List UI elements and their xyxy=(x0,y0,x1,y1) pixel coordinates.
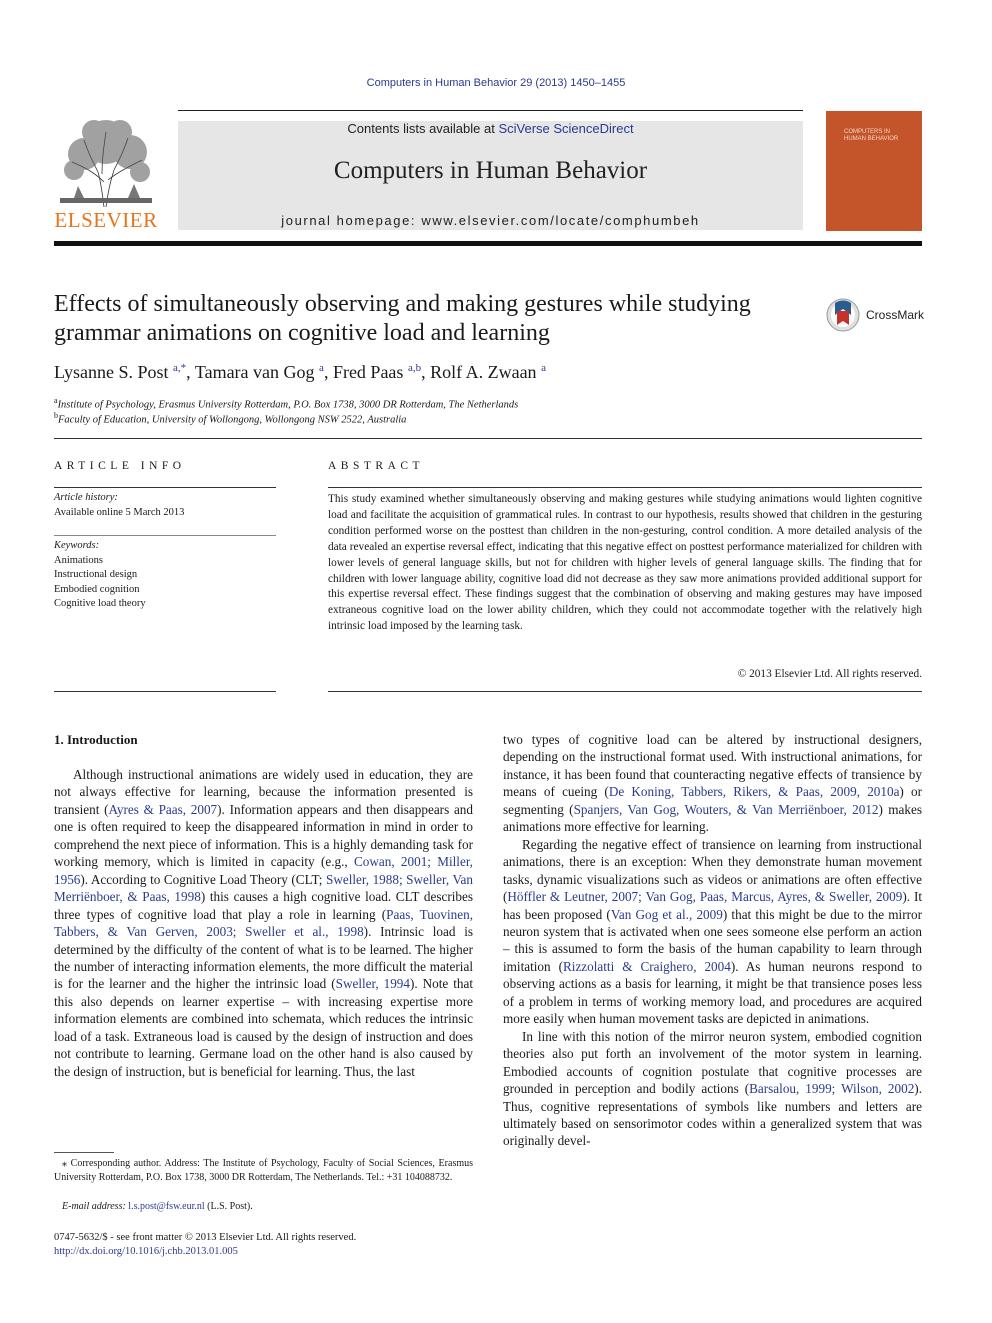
author-affil-mark[interactable]: a,b xyxy=(407,362,422,374)
citation-link[interactable]: Cowan, 2001; Miller, 1956 xyxy=(54,854,473,887)
elsevier-wordmark: ELSEVIER xyxy=(54,208,158,232)
paragraph-text: ). Information appears and then disappears and one is often required to keep the disappeared information in mind in order to comprehend the next piece of information. This is a highly demanding task for working memory, which is limited in capacity (e.g., xyxy=(54,801,473,870)
keyword-item: Embodied cognition xyxy=(54,583,140,595)
article-info-bottom-rule xyxy=(54,691,276,692)
citation-link[interactable]: Rizzolatti & Craighero, 2004 xyxy=(562,958,731,974)
author-separator: , xyxy=(323,362,333,382)
paragraph-text: ) that this might be due to the mirror neuron system that is activated when one sees someone else perform an action – this is assumed to form the basis of the human capability to learn through imitation ( xyxy=(503,906,922,974)
keyword-item: Animations xyxy=(54,555,103,566)
body-paragraph xyxy=(503,836,922,1028)
author-name: Rolf A. Zwaan xyxy=(430,362,537,382)
article-history-value: Available online 5 March 2013 xyxy=(54,507,185,518)
abstract-heading: ABSTRACT xyxy=(328,460,425,472)
abstract-text: This study examined whether simultaneously observing and making gestures while studying animations would lighten cognitive load and facilitate the acquisition of grammatical rules. In contrast to our hypothesis, results showed that children in the gesturing condition performed worse on the posttest than children in the non-gesturing, control condition. A more detailed analysis of the data revealed an expertise reversal effect, indicating that this negative effect on posttest performance materialized for children with lower levels of general language skills, but not for children with higher levels of general language skills. The finding that for children with lower language ability, cognitive load did not decrease as they saw more animations provided additional support for this expertise reversal effect. These findings suggest that the combination of observing and making gestures may have imposed extraneous cognitive load on the lower ability children, which they could not accommodate together with the relatively high intrinsic load imposed by the learning task. xyxy=(328,493,922,633)
author-name: Lysanne S. Post xyxy=(54,362,169,382)
affiliation-text: Faculty of Education, University of Wollongong, Wollongong NSW 2522, Australia xyxy=(58,414,407,426)
email-label: E-mail address: xyxy=(62,1201,126,1212)
author-3[interactable] xyxy=(333,362,421,382)
title-block-rule xyxy=(54,438,922,439)
paragraph-text: ) or segmenting ( xyxy=(503,784,922,817)
author-1[interactable] xyxy=(54,362,186,382)
front-matter xyxy=(54,1231,356,1259)
section-heading-introduction: 1. Introduction xyxy=(54,732,138,747)
citation-link[interactable]: De Koning, Tabbers, Rikers, & Paas, 2009, 2010a xyxy=(608,784,900,800)
citation-link[interactable]: Barsalou, 1999; Wilson, 2002 xyxy=(749,1081,915,1097)
paragraph-text: ). Note that this also depends on learner expertise – with increasing expertise more information elements are combined into schemata, which reduces the intrinsic load of a task. Extraneous load is caused by the design of instruction and does not contribute to learning. Germane load on the other hand is also caused by the design of instruction, but is beneficial for learning. Thus, the last xyxy=(54,976,473,1079)
doi-link[interactable]: http://dx.doi.org/10.1016/j.chb.2013.01.005 xyxy=(54,1246,238,1257)
citation-link[interactable]: Spanjers, Van Gog, Wouters, & Van Merriënboer, 2012 xyxy=(573,801,879,817)
abstract-rule xyxy=(328,487,922,488)
abstract-copyright: © 2013 Elsevier Ltd. All rights reserved. xyxy=(737,668,922,680)
author-affil-mark[interactable]: a,* xyxy=(173,362,187,374)
paragraph-text: ). It has been proposed ( xyxy=(503,889,922,922)
citation-link[interactable]: Sweller, 1994 xyxy=(335,976,410,992)
paragraph-text: ) this causes a high cognitive load. CLT describes three types of cognitive load that play a role in learning ( xyxy=(54,889,473,922)
body-paragraph xyxy=(54,766,473,1080)
author-4[interactable] xyxy=(430,362,546,382)
journal-homepage[interactable]: journal homepage: www.elsevier.com/locate/comphumbeh xyxy=(281,213,700,228)
email-link[interactable]: l.s.post@fsw.eur.nl xyxy=(128,1201,205,1212)
keywords-rule xyxy=(54,535,276,536)
paragraph-text: ). Thus, cognitive representations of symbols like numbers and letters are ultimately based on sensorimotor codes within a generalized system that was originally devel- xyxy=(503,1081,922,1149)
citation-link[interactable]: Ayres & Paas, 2007 xyxy=(108,801,218,817)
crossmark-badge[interactable] xyxy=(826,297,925,333)
paragraph-text: ). According to Cognitive Load Theory (CLT; xyxy=(80,871,326,887)
email-footnote xyxy=(62,1200,253,1214)
citation-link[interactable]: Höffler & Leutner, 2007; Van Gog, Paas, Marcus, Ayres, & Sweller, 2009 xyxy=(507,889,903,905)
author-affil-mark[interactable]: a xyxy=(319,362,324,374)
author-name: Tamara van Gog xyxy=(194,362,315,382)
journal-name: Computers in Human Behavior xyxy=(333,157,648,184)
keywords-label: Keywords: xyxy=(54,540,100,551)
paragraph-text: Regarding the negative effect of transience on learning from instructional animations, there is an exception: When they demonstrate human movement tasks, dynamic visualizations such as videos or animations are often effective ( xyxy=(503,836,922,905)
author-list xyxy=(54,362,546,383)
body-right-column xyxy=(503,731,922,1150)
author-affil-mark[interactable]: a xyxy=(541,362,546,374)
paragraph-text: In line with this notion of the mirror neuron system, embodied cognition theories also put forth an involvement of the motor system in learning. Embodied accounts of cognition postulate that cognitive processes are grounded in perception and bodily actions ( xyxy=(503,1028,922,1097)
crossmark-icon xyxy=(826,297,860,333)
journal-reference[interactable]: Computers in Human Behavior 29 (2013) 1450–1455 xyxy=(366,77,626,89)
affiliation-text: Institute of Psychology, Erasmus University Rotterdam, P.O. Box 1738, 3000 DR Rotterdam, The Netherlands xyxy=(57,399,519,411)
body-left-column xyxy=(54,766,473,1080)
author-2[interactable] xyxy=(195,362,324,382)
article-info-heading: ARTICLE INFO xyxy=(54,460,186,472)
paragraph-text: ). As human neurons respond to observing actions as a basis for learning, it might be that transience poses less of a problem in terms of working memory load, and procedures are acquired more easily when human movement tasks are depicted in animations. xyxy=(503,958,922,1027)
paragraph-text: ) makes animations more effective for learning. xyxy=(503,801,922,835)
paragraph-text: Although instructional animations are widely used in education, they are not always effective for learning, because the information presented is transient ( xyxy=(54,767,473,817)
header-thick-rule xyxy=(54,241,922,246)
journal-cover-thumbnail[interactable] xyxy=(826,111,922,231)
body-paragraph xyxy=(503,1028,922,1150)
contents-line xyxy=(178,121,803,136)
keyword-item: Instructional design xyxy=(54,569,138,581)
contents-prefix: Contents lists available at xyxy=(347,121,499,136)
article-info-rule xyxy=(54,487,276,488)
affiliation-mark: a xyxy=(54,396,58,405)
footnote-mark: ⁎ xyxy=(62,1158,67,1169)
citation-link[interactable]: Paas, Tuovinen, Tabbers, & Van Gerven, 2003; Sweller et al., 1998 xyxy=(54,906,473,940)
affiliation-b xyxy=(54,411,406,426)
citation-link[interactable]: Sweller, 1988; Sweller, Van Merriënboer, & Paas, 1998 xyxy=(54,871,473,905)
corresponding-author-footnote xyxy=(54,1157,473,1185)
paragraph-text: ). Intrinsic load is determined by the difficulty of the content of what is to be learned. The higher the number of interacting information elements, the more difficult the material is for the learner and the higher the intrinsic load ( xyxy=(54,924,474,992)
citation-link[interactable]: Van Gog et al., 2009 xyxy=(610,906,723,922)
issn-line: 0747-5632/$ - see front matter © 2013 Elsevier Ltd. All rights reserved. xyxy=(54,1232,357,1243)
abstract-bottom-rule xyxy=(328,691,922,692)
header-top-rule xyxy=(178,110,803,111)
paragraph-text: two types of cognitive load can be altered by instructional designers, depending on the instructional format used. With instructional animations, for instance, it has been found that counteracting negative effects of transience by means of cueing ( xyxy=(503,732,922,800)
keywords-list xyxy=(54,554,146,611)
author-separator: , xyxy=(421,362,431,382)
affiliation-a xyxy=(54,396,518,411)
affiliation-mark: b xyxy=(54,411,58,420)
body-paragraph xyxy=(503,731,922,836)
footnote-text: Corresponding author. Address: The Institute of Psychology, Faculty of Social Sciences, Erasmus University Rotterdam, P.O. Box 1738, 3000 DR Rotterdam, The Netherlands. Tel.: +31 104088732. xyxy=(54,1158,473,1183)
email-owner: (L.S. Post). xyxy=(207,1201,253,1212)
crossmark-label: CrossMark xyxy=(866,308,925,322)
cover-title: COMPUTERS IN HUMAN BEHAVIOR xyxy=(844,129,899,142)
keyword-item: Cognitive load theory xyxy=(54,597,146,609)
author-separator: , xyxy=(186,362,195,382)
footnote-rule xyxy=(54,1152,114,1153)
author-name: Fred Paas xyxy=(332,362,404,382)
article-title: Effects of simultaneously observing and making gestures while studying grammar animations on cognitive load and learning xyxy=(54,291,751,346)
sciencedirect-link[interactable]: SciVerse ScienceDirect xyxy=(498,121,634,136)
article-history-label: Article history: xyxy=(54,492,118,503)
